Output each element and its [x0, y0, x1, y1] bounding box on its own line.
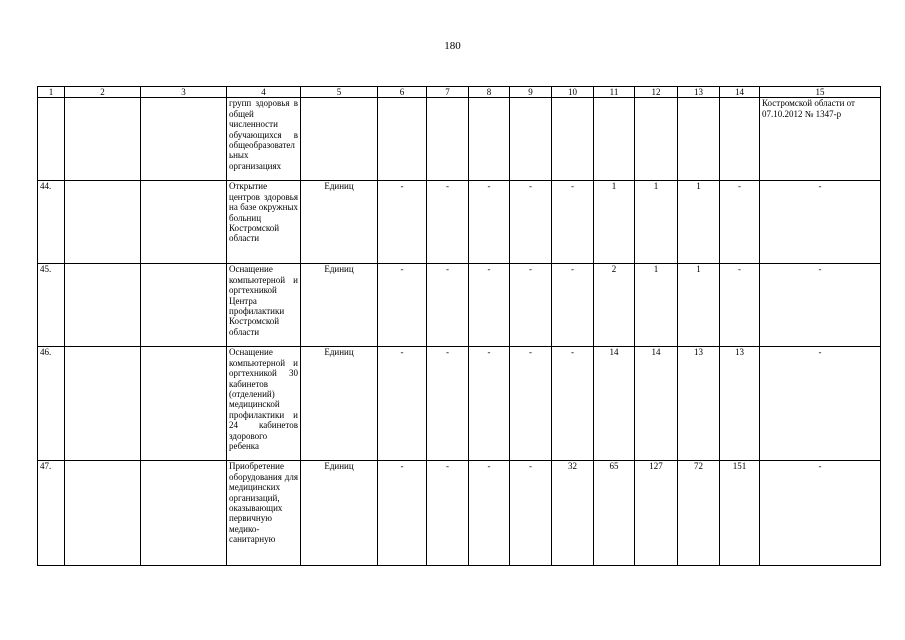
row-number: 47.: [38, 461, 65, 566]
value-cell: -: [469, 264, 510, 347]
table-row: [38, 461, 881, 566]
value-cell: 72: [678, 461, 720, 566]
value-cell: 2: [594, 264, 635, 347]
value-cell: [635, 98, 678, 181]
row-note: -: [760, 461, 881, 566]
row-note: -: [760, 347, 881, 461]
value-cell: 1: [635, 264, 678, 347]
row-unit: Единиц: [301, 461, 378, 566]
column-header: 13: [678, 87, 720, 98]
column-header: 10: [552, 87, 594, 98]
column-header: 6: [378, 87, 427, 98]
value-cell: 127: [635, 461, 678, 566]
row-note: -: [760, 264, 881, 347]
table-row: [38, 264, 881, 347]
value-cell: -: [469, 347, 510, 461]
value-cell: [678, 98, 720, 181]
value-cell: 151: [720, 461, 760, 566]
column-header: 14: [720, 87, 760, 98]
empty-cell: [141, 264, 227, 347]
table-row: [38, 181, 881, 264]
table-row: [38, 98, 881, 181]
value-cell: -: [720, 181, 760, 264]
value-cell: -: [469, 181, 510, 264]
table-row: [38, 347, 881, 461]
column-header: 4: [227, 87, 301, 98]
value-cell: [378, 98, 427, 181]
value-cell: [594, 98, 635, 181]
row-number: 44.: [38, 181, 65, 264]
row-description: Оснащение компьютерной и оргтехникой Центра профилактики Костромской области: [227, 264, 301, 347]
row-description: групп здоровья в общей численности обучающихся в общеобразовательных организациях: [227, 98, 301, 181]
empty-cell: [141, 98, 227, 181]
value-cell: [720, 98, 760, 181]
value-cell: 14: [594, 347, 635, 461]
value-cell: 14: [635, 347, 678, 461]
row-note: Костромской области от 07.10.2012 № 1347-р: [760, 98, 881, 181]
row-description: Оснащение компьютерной и оргтехникой 30 кабинетов (отделений) медицинской профилактики и 24 кабинетов здорового ребенка: [227, 347, 301, 461]
column-header: 1: [38, 87, 65, 98]
row-unit: Единиц: [301, 347, 378, 461]
value-cell: -: [552, 181, 594, 264]
column-header: 8: [469, 87, 510, 98]
empty-cell: [141, 347, 227, 461]
value-cell: 13: [678, 347, 720, 461]
value-cell: 1: [678, 181, 720, 264]
empty-cell: [65, 264, 141, 347]
value-cell: -: [378, 347, 427, 461]
column-header: 12: [635, 87, 678, 98]
value-cell: -: [510, 264, 552, 347]
value-cell: 13: [720, 347, 760, 461]
row-description: Приобретение оборудования для медицинских организаций, оказывающих первичную медико-санитарную: [227, 461, 301, 566]
header-row: [38, 87, 881, 98]
document-table: [37, 86, 881, 566]
column-header: 3: [141, 87, 227, 98]
value-cell: -: [427, 347, 469, 461]
value-cell: [427, 98, 469, 181]
value-cell: -: [378, 181, 427, 264]
column-header: 7: [427, 87, 469, 98]
row-number: [38, 98, 65, 181]
value-cell: -: [510, 461, 552, 566]
value-cell: [469, 98, 510, 181]
value-cell: [552, 98, 594, 181]
row-note: -: [760, 181, 881, 264]
empty-cell: [65, 347, 141, 461]
column-header: 2: [65, 87, 141, 98]
row-unit: Единиц: [301, 181, 378, 264]
column-header: 15: [760, 87, 881, 98]
row-unit: Единиц: [301, 264, 378, 347]
value-cell: 1: [594, 181, 635, 264]
value-cell: -: [720, 264, 760, 347]
value-cell: [510, 98, 552, 181]
value-cell: -: [510, 347, 552, 461]
column-header: 5: [301, 87, 378, 98]
value-cell: -: [552, 347, 594, 461]
value-cell: -: [378, 264, 427, 347]
value-cell: -: [469, 461, 510, 566]
value-cell: -: [427, 461, 469, 566]
empty-cell: [65, 461, 141, 566]
value-cell: 1: [678, 264, 720, 347]
column-header: 9: [510, 87, 552, 98]
value-cell: 1: [635, 181, 678, 264]
empty-cell: [65, 98, 141, 181]
value-cell: -: [378, 461, 427, 566]
value-cell: -: [510, 181, 552, 264]
empty-cell: [141, 461, 227, 566]
row-number: 45.: [38, 264, 65, 347]
row-unit: [301, 98, 378, 181]
value-cell: -: [427, 181, 469, 264]
value-cell: 65: [594, 461, 635, 566]
column-header: 11: [594, 87, 635, 98]
value-cell: 32: [552, 461, 594, 566]
empty-cell: [141, 181, 227, 264]
row-description: Открытие центров здоровья на базе окружных больниц Костромской области: [227, 181, 301, 264]
value-cell: -: [552, 264, 594, 347]
row-number: 46.: [38, 347, 65, 461]
value-cell: -: [427, 264, 469, 347]
empty-cell: [65, 181, 141, 264]
page-number: 180: [444, 40, 461, 52]
